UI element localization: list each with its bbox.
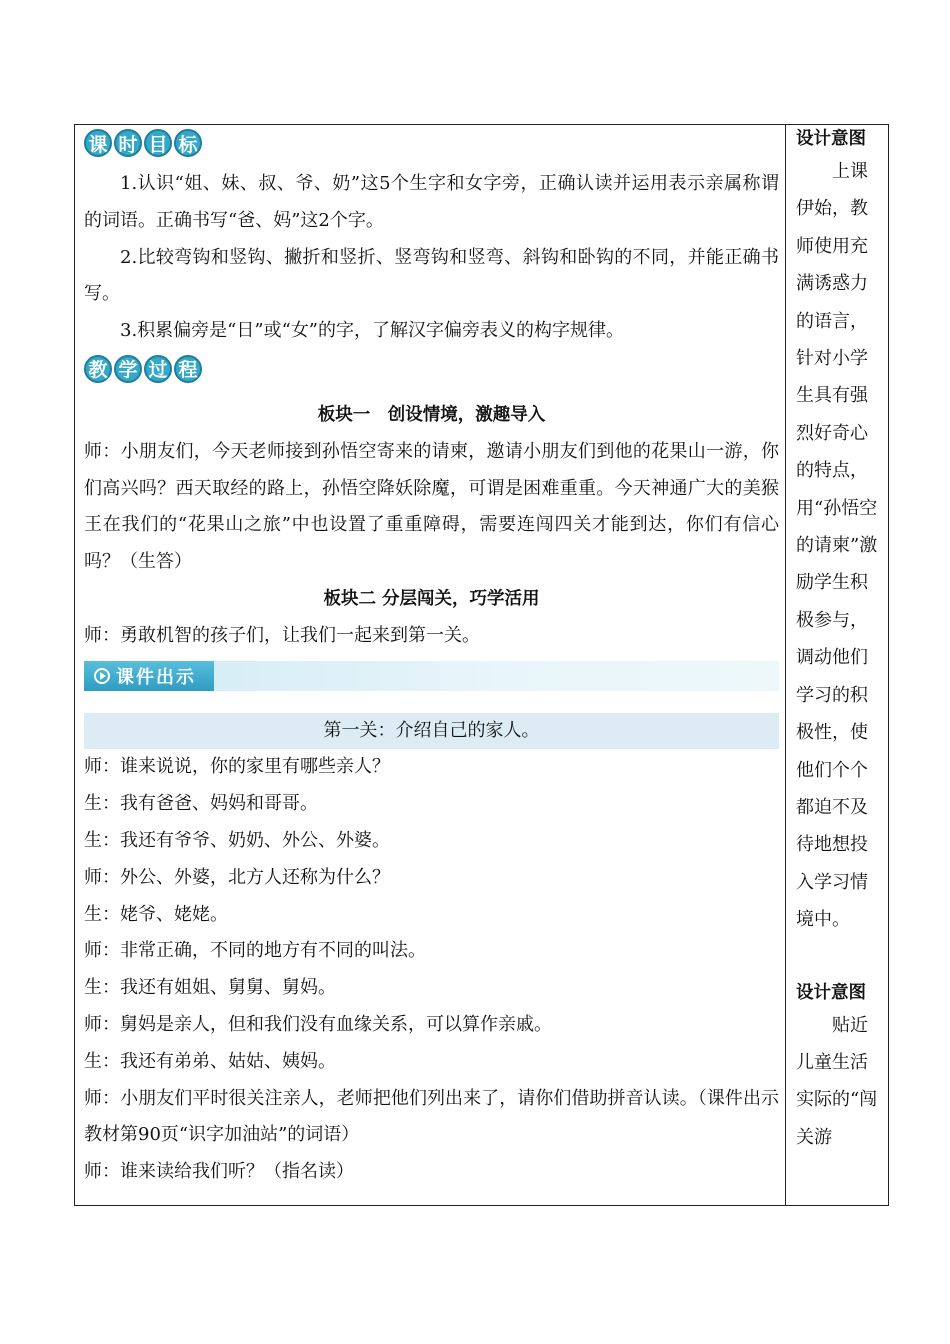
design-intent-column xyxy=(796,124,882,1156)
section1-text: 师：小朋友们，今天老师接到孙悟空寄来的请柬，邀请小朋友们到他的花果山一游，你们高兴吗？西天取经的路上，孙悟空降妖除魔，可谓是困难重重。今天神通广大的美猴王在我们的“花果山之旅”中也设置了重重障碍，需要连闯四关才能到达，你们有信心吗？（生答） xyxy=(84,440,779,573)
objectives-heading-badge: 课 时 目 标 xyxy=(84,124,779,162)
objective-1: 1.认识“姐、妹、叔、爷、奶”这5个生字和女字旁，正确认读并运用表示亲属称谓的词语。正确书写“爸、妈”这2个字。 xyxy=(84,173,779,231)
dialogue-line: 生：我有爸爸、妈妈和哥哥。 xyxy=(84,793,318,815)
dialogue-line: 师：舅妈是亲人，但和我们没有血缘关系，可以算作亲戚。 xyxy=(84,1013,552,1035)
dialogue-line: 师：谁来读给我们听？（指名读） xyxy=(84,1161,354,1183)
section2-intro: 师：勇敢机智的孩子们，让我们一起来到第一关。 xyxy=(84,624,480,646)
column-divider xyxy=(785,124,786,1206)
dialogue-line: 生：姥爷、姥姥。 xyxy=(84,903,228,925)
dialogue-line: 师：非常正确，不同的地方有不同的叫法。 xyxy=(84,940,426,962)
dialogue-line: 生：我还有姐姐、舅舅、舅妈。 xyxy=(84,977,336,999)
objective-3: 3.积累偏旁是“日”或“女”的字，了解汉字偏旁表义的构字规律。 xyxy=(120,320,624,342)
dialogue-line: 师：小朋友们平时很关注亲人，老师把他们列出来了，请你们借助拼音认读。（课件出示教材第90页“识字加油站”的词语） xyxy=(84,1087,779,1146)
section2-title: 板块二 分层闯关，巧学活用 xyxy=(323,588,540,609)
dialogue-line: 生：我还有弟弟、姑姑、姨妈。 xyxy=(84,1050,336,1072)
dialogue-line: 师：谁来说说，你的家里有哪些亲人？ xyxy=(84,756,390,778)
design-intent-text: 上课伊始，教师使用充满诱惑力的语言，针对小学生具有强烈好奇心的特点，用“孙悟空的请柬”激励学生积极参与，调动他们学习的积极性，使他们个个都迫不及待地想投入学习情境中。 xyxy=(796,161,878,931)
main-column xyxy=(84,124,779,1191)
objective-2: 2.比较弯钩和竖钩、撇折和竖折、竖弯钩和竖弯、斜钩和卧钩的不同，并能正确书写。 xyxy=(84,246,779,305)
courseware-tag xyxy=(84,661,214,691)
section1-title: 板块一 创设情境，激趣导入 xyxy=(317,404,546,425)
courseware-label: 课件出示 xyxy=(116,666,196,688)
level-title: 第一关：介绍自己的家人。 xyxy=(84,713,779,750)
courseware-banner xyxy=(84,661,779,691)
design-intent-text-2: 贴近儿童生活实际的“闯关游 xyxy=(796,1014,878,1148)
process-heading-badge: 教 学 过 程 xyxy=(84,350,779,388)
design-intent-title: 设计意图 xyxy=(796,129,866,149)
play-icon xyxy=(94,668,110,684)
design-intent-title-2: 设计意图 xyxy=(796,982,866,1003)
dialogue-line: 师：外公、外婆，北方人还称为什么？ xyxy=(84,866,390,888)
dialogue-line: 生：我还有爷爷、奶奶、外公、外婆。 xyxy=(84,829,390,851)
